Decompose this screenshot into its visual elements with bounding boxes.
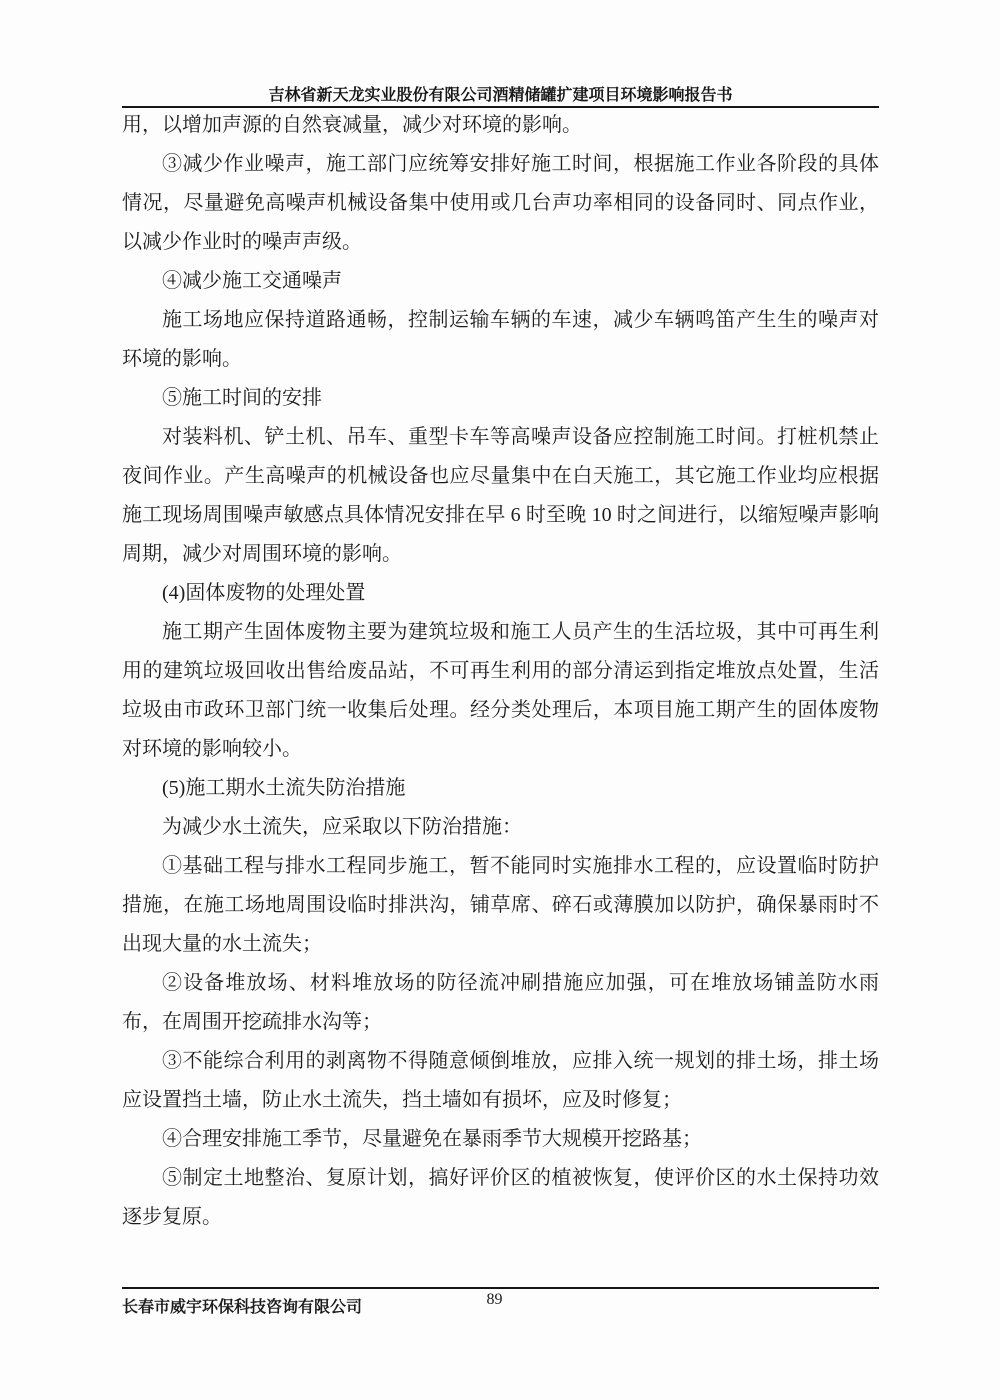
paragraph: 为减少水土流失，应采取以下防治措施： <box>162 816 522 838</box>
document-body <box>122 106 879 1237</box>
paragraph: ①基础工程与排水工程同步施工，暂不能同时实施排水工程的，应设置临时防护措施，在施工场地周围设临时排洪沟，铺草席、碎石或薄膜加以防护，确保暴雨时不出现大量的水土流失； <box>122 855 879 955</box>
footer-divider <box>122 1287 879 1289</box>
paragraph: ③不能综合利用的剥离物不得随意倾倒堆放，应排入统一规划的排土场，排土场应设置挡土墙，防止水土流失，挡土墙如有损坏，应及时修复； <box>122 1050 879 1111</box>
page-number: 89 <box>486 1291 503 1308</box>
paragraph: 用，以增加声源的自然衰减量，减少对环境的影响。 <box>122 114 582 136</box>
paragraph: 施工场地应保持道路通畅，控制运输车辆的车速，减少车辆鸣笛产生生的噪声对环境的影响。 <box>122 309 879 370</box>
paragraph: ③减少作业噪声，施工部门应统筹安排好施工时间，根据施工作业各阶段的具体情况，尽量避免高噪声机械设备集中使用或几台声功率相同的设备同时、同点作业，以减少作业时的噪声声级。 <box>122 153 879 253</box>
paragraph: ④合理安排施工季节，尽量避免在暴雨季节大规模开挖路基； <box>162 1128 702 1150</box>
footer-company: 长春市威宇环保科技咨询有限公司 <box>122 1299 363 1316</box>
paragraph: (4)固体废物的处理处置 <box>162 582 366 604</box>
header-title: 吉林省新天龙实业股份有限公司酒精储罐扩建项目环境影响报告书 <box>268 87 733 104</box>
paragraph: (5)施工期水土流失防治措施 <box>162 777 406 799</box>
paragraph: 对装料机、铲土机、吊车、重型卡车等高噪声设备应控制施工时间。打桩机禁止夜间作业。产生高噪声的机械设备也应尽量集中在白天施工，其它施工作业均应根据施工现场周围噪声敏感点具体情况安排在早 6 时至晚 10 时之间进行，以缩短噪声影响周期，减少对周围环境的影响。 <box>122 426 879 565</box>
paragraph: ④减少施工交通噪声 <box>162 270 342 292</box>
paragraph: 施工期产生固体废物主要为建筑垃圾和施工人员产生的生活垃圾，其中可再生利用的建筑垃圾回收出售给废品站，不可再生利用的部分清运到指定堆放点处置，生活垃圾由市政环卫部门统一收集后处理。经分类处理后，本项目施工期产生的固体废物对环境的影响较小。 <box>122 621 879 760</box>
paragraph: ⑤制定土地整治、复原计划，搞好评价区的植被恢复，使评价区的水土保持功效逐步复原。 <box>122 1167 879 1228</box>
paragraph: ②设备堆放场、材料堆放场的防径流冲刷措施应加强，可在堆放场铺盖防水雨布，在周围开挖疏排水沟等； <box>122 972 879 1033</box>
paragraph: ⑤施工时间的安排 <box>162 387 322 409</box>
